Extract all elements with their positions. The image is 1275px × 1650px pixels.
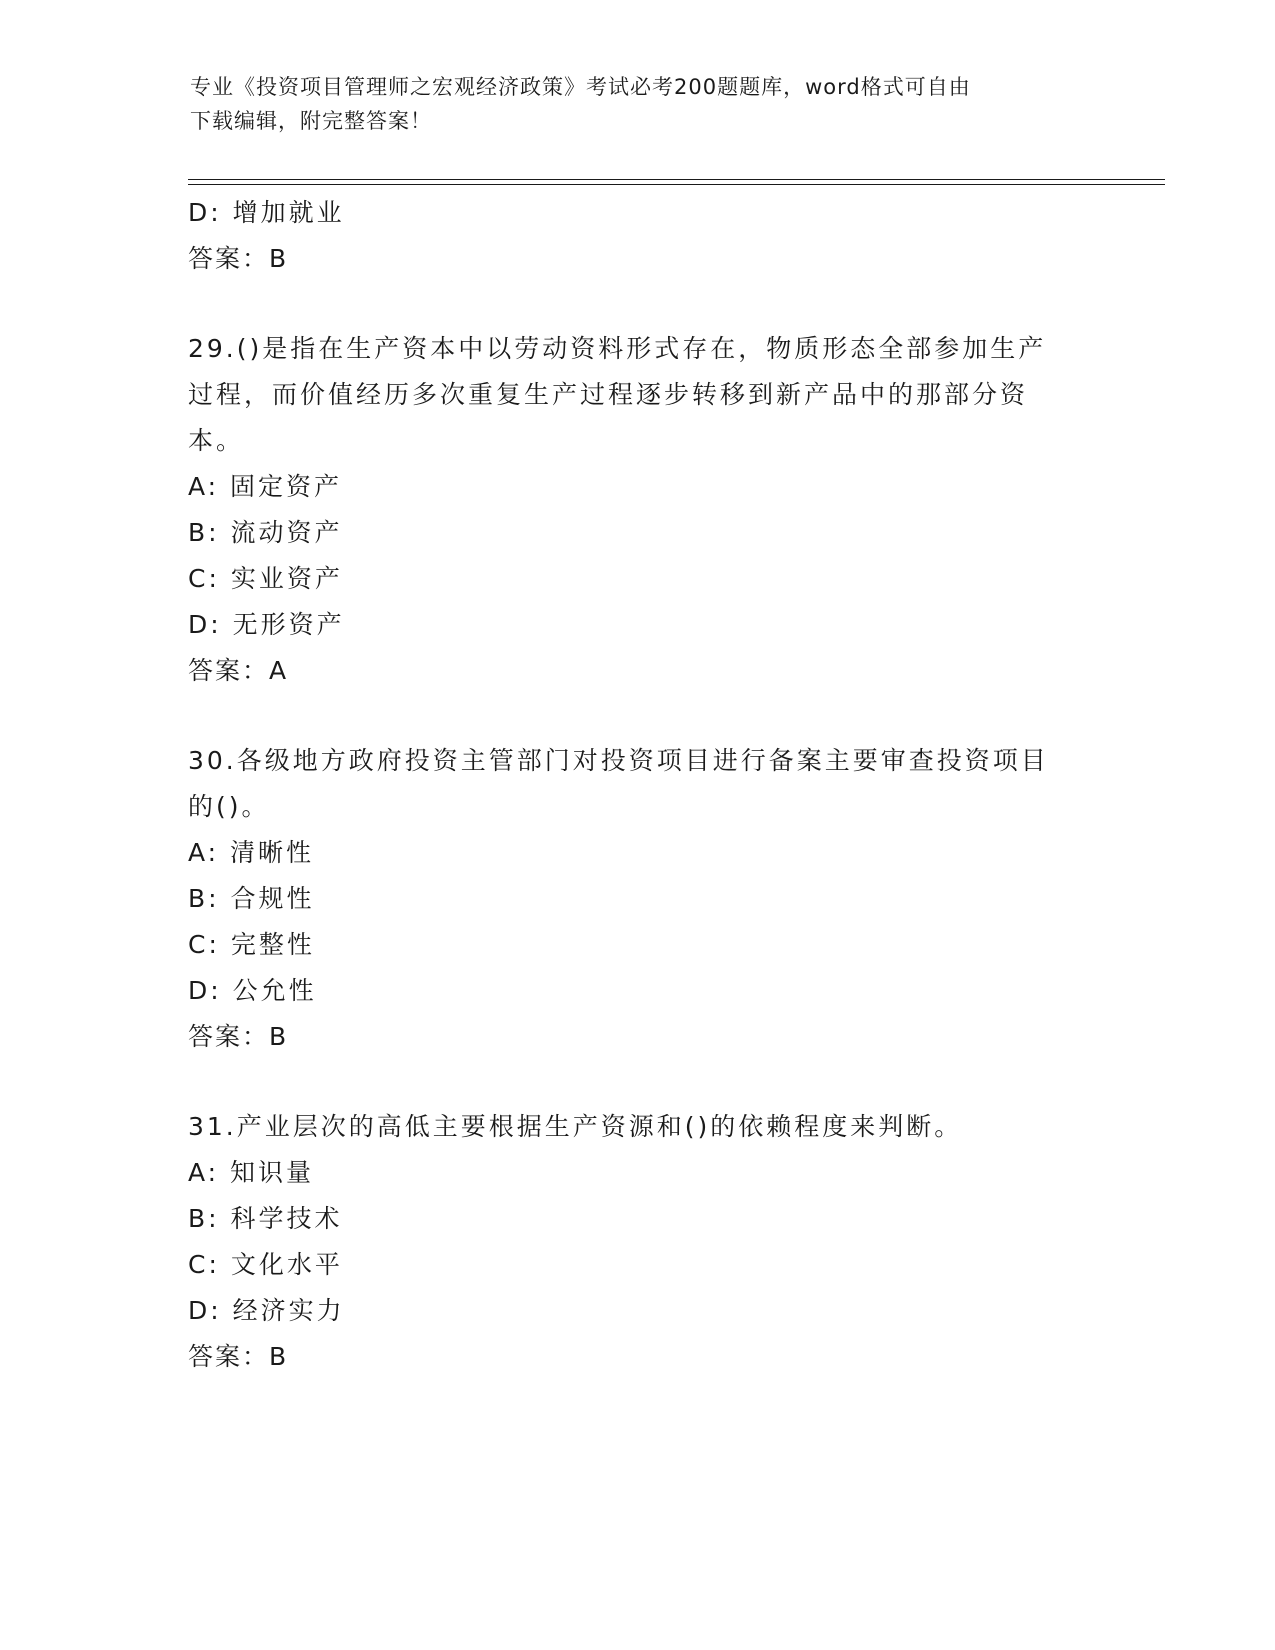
header-divider-bottom bbox=[188, 184, 1165, 185]
option-d: D: 公允性 bbox=[188, 976, 317, 1005]
question-29 bbox=[188, 326, 1088, 694]
option-d: D: 经济实力 bbox=[188, 1296, 345, 1325]
spacer bbox=[188, 1060, 1088, 1104]
option-c: C: 完整性 bbox=[188, 930, 315, 959]
question-stem-line: 30.各级地方政府投资主管部门对投资项目进行备案主要审查投资项目 bbox=[188, 746, 1049, 775]
question-30 bbox=[188, 738, 1088, 1060]
option-a: A: 清晰性 bbox=[188, 838, 315, 867]
spacer bbox=[188, 282, 1088, 326]
answer: 答案：B bbox=[188, 1022, 289, 1051]
answer: 答案：B bbox=[188, 1342, 289, 1371]
question-stem-line: 31.产业层次的高低主要根据生产资源和()的依赖程度来判断。 bbox=[188, 1112, 963, 1141]
question-stem-line: 的()。 bbox=[188, 792, 270, 821]
option-d: D: 无形资产 bbox=[188, 610, 345, 639]
option-c: C: 实业资产 bbox=[188, 564, 343, 593]
header-line-1: 专业《投资项目管理师之宏观经济政策》考试必考200题题库，word格式可自由 bbox=[190, 75, 971, 99]
option-b: B: 合规性 bbox=[188, 884, 315, 913]
question-list bbox=[188, 190, 1088, 1380]
question-stem-line: 29.()是指在生产资本中以劳动资料形式存在，物质形态全部参加生产 bbox=[188, 334, 1047, 363]
question-stem-line: 过程，而价值经历多次重复生产过程逐步转移到新产品中的那部分资 bbox=[188, 380, 1029, 409]
answer: 答案：A bbox=[188, 656, 289, 685]
option-d: D: 增加就业 bbox=[188, 198, 345, 227]
page-header bbox=[190, 70, 1090, 138]
header-line-2: 下载编辑，附完整答案！ bbox=[190, 109, 432, 133]
answer: 答案：B bbox=[188, 244, 289, 273]
option-b: B: 流动资产 bbox=[188, 518, 343, 547]
question-31 bbox=[188, 1104, 1088, 1380]
option-b: B: 科学技术 bbox=[188, 1204, 343, 1233]
option-c: C: 文化水平 bbox=[188, 1250, 343, 1279]
spacer bbox=[188, 694, 1088, 738]
option-a: A: 知识量 bbox=[188, 1158, 315, 1187]
header-divider-top bbox=[188, 179, 1165, 180]
option-a: A: 固定资产 bbox=[188, 472, 343, 501]
question-stem-line: 本。 bbox=[188, 426, 245, 455]
